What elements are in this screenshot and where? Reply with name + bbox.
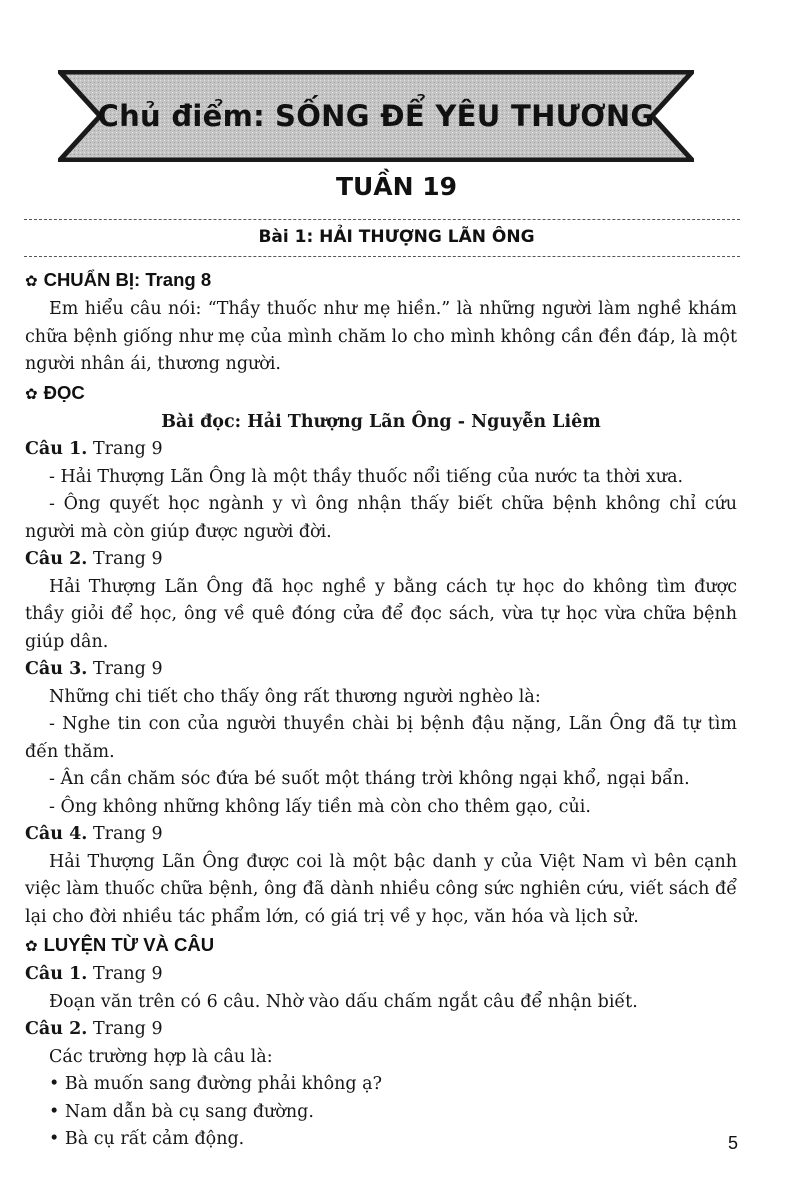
question-number: Câu 1. [25,439,88,459]
answer-line: - Ông quyết học ngành y vì ông nhận thấy biết chữa bệnh không chỉ cứu người mà còn giúp được người đời. [25,494,737,542]
answer-line: Hải Thượng Lãn Ông đã học nghề y bằng cách tự học do không tìm được thầy giỏi để học, ông về quê đóng cửa để đọc sách, vừa tự học vừa chữa bệnh giúp dân. [25,576,737,652]
lesson-title: Bài 1: HẢI THƯỢNG LÃN ÔNG [258,227,535,247]
answer-line: Đoạn văn trên có 6 câu. Nhờ vào dấu chấm ngắt câu để nhận biết. [49,991,638,1012]
answer-line: - Ân cần chăm sóc đứa bé suốt một tháng trời không ngại khổ, ngại bẩn. [49,769,690,789]
question-page: Trang 9 [92,659,163,679]
bullet-item [25,1099,737,1127]
page-content [25,266,737,1154]
bullet-item [25,1071,737,1099]
bullet-dot-icon: • [49,1129,65,1149]
bullet-item [25,1126,737,1154]
banner-topic: SỐNG ĐỂ YÊU THƯƠNG [275,99,655,133]
section-heading-luyen-tu [25,931,737,961]
question-number: Câu 4. [25,824,88,844]
question-label [25,1016,737,1044]
answer-intro: Các trường hợp là câu là: [49,1046,273,1067]
question-label [25,821,737,849]
bullet-text: Bà cụ rất cảm động. [64,1129,245,1149]
question-page: Trang 9 [92,439,163,459]
flower-icon: ✿ [25,273,38,290]
question-label [25,961,737,989]
section-heading-text: ĐỌC [43,381,85,403]
flower-icon: ✿ [25,385,38,403]
question-page: Trang 9 [92,1019,163,1039]
answer-line: Hải Thượng Lãn Ông được coi là một bậc danh y của Việt Nam vì bên cạnh việc làm thuốc chữa bệnh, ông đã dành nhiều công sức nghiên cứu, viết sách để lại cho đời nhiều tác phẩm lớn, có giá trị về y học, văn hóa và lịch sử. [25,851,737,927]
question-number: Câu 2. [25,1019,88,1039]
section-heading-doc [25,379,737,409]
question-label [25,656,737,684]
reading-title: Bài đọc: Hải Thượng Lãn Ông - Nguyễn Liêm [161,411,601,432]
question-number: Câu 1. [25,964,88,984]
question-label [25,436,737,464]
question-page: Trang 9 [92,964,163,984]
answer-line: - Nghe tin con của người thuyền chài bị bệnh đậu nặng, Lãn Ông đã tự tìm đến thăm. [25,714,737,762]
answer-line: - Ông không những không lấy tiền mà còn cho thêm gạo, củi. [49,796,591,817]
topic-banner [58,70,694,162]
answer-line: Những chi tiết cho thấy ông rất thương người nghèo là: [49,686,541,707]
bullet-dot-icon: • [49,1074,65,1094]
banner-title [58,70,694,162]
bullet-dot-icon: • [49,1101,65,1122]
bullet-text: Nam dẫn bà cụ sang đường. [64,1101,314,1122]
section-heading-text: LUYỆN TỪ VÀ CÂU [43,934,215,955]
question-number: Câu 3. [25,659,88,679]
section-heading-text: CHUẨN BỊ: Trang 8 [43,269,212,290]
week-title: TUẦN 19 [335,172,458,201]
answer-line: - Hải Thượng Lãn Ông là một thầy thuốc nổi tiếng của nước ta thời xưa. [49,466,684,487]
question-label [25,546,737,574]
question-number: Câu 2. [25,549,88,569]
flower-icon: ✿ [25,938,38,955]
divider-top [24,219,740,220]
chuan-bi-paragraph: Em hiểu câu nói: “Thầy thuốc như mẹ hiền.” là những người làm nghề khám chữa bệnh giống như mẹ của mình chăm lo cho mình không cần đền đáp, là một người nhân ái, thương người. [25,299,737,374]
banner-prefix: Chủ điểm: [97,99,266,133]
section-heading-chuan-bi [25,266,737,296]
bullet-text: Bà muốn sang đường phải không ạ? [64,1074,382,1094]
question-page: Trang 9 [92,824,163,844]
divider-bottom [24,256,740,257]
question-page: Trang 9 [92,549,163,569]
page-number: 5 [728,1133,739,1153]
